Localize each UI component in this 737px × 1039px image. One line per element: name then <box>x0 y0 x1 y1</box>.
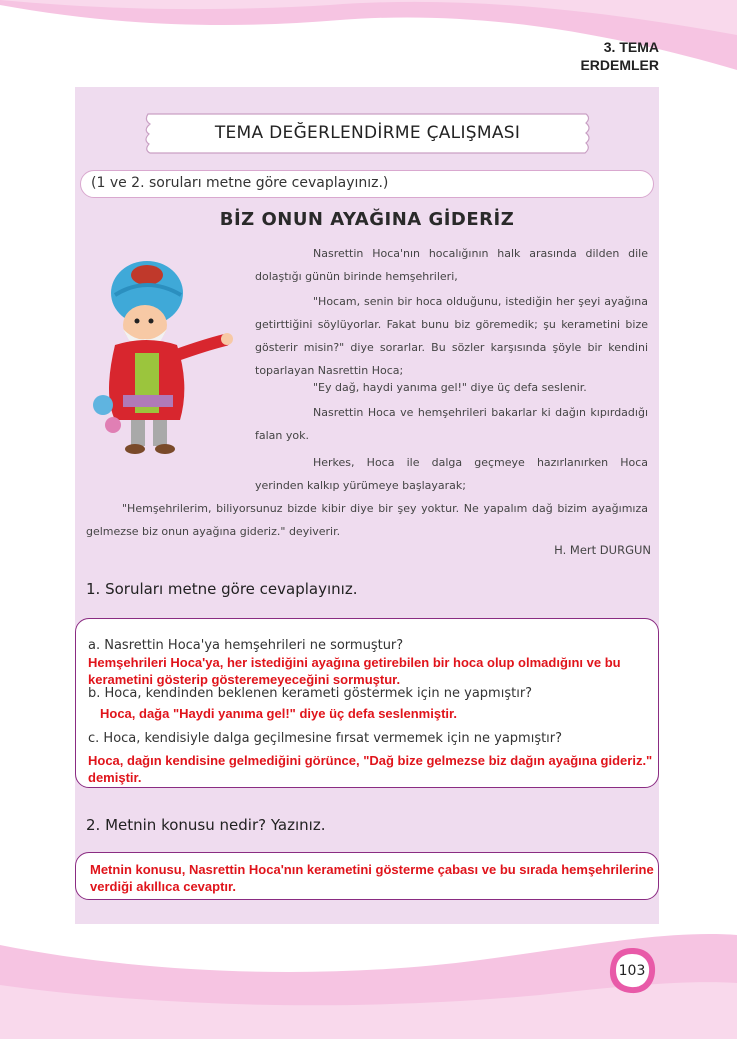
banner-title: TEMA DEĞERLENDİRME ÇALIŞMASI <box>214 123 521 143</box>
answer-1b[interactable]: Hoca, dağa "Haydi yanıma gel!" diye üç defa seslenmiştir. <box>100 706 457 721</box>
answer-2[interactable]: Metnin konusu, Nasrettin Hoca'nın kerametini gösterme çabası ve bu sırada hemşehrilerine verdiği akıllıca cevaptır. <box>90 862 654 894</box>
story-paragraph-3: "Ey dağ, haydi yanıma gel!" diye üç defa seslenir. <box>313 381 587 394</box>
story-paragraph-5: Herkes, Hoca ile dalga geçmeye hazırlanırken Hoca yerinden kalkıp yürümeye başlayarak; <box>255 456 648 492</box>
story-paragraph-6: "Hemşehrilerim, biliyorsunuz bizde kibir diye bir şey yoktur. Ne yapalım dağ bizim ayağımıza gelmezse biz onun ayağına gideriz." deyiverir. <box>86 502 648 538</box>
question-1c: c. Hoca, kendisiyle dalga geçilmesine fırsat vermemek için ne yapmıştır? <box>88 731 563 746</box>
nasreddin-hoca-illustration <box>85 245 245 460</box>
author: H. Mert DURGUN <box>554 543 651 557</box>
story-paragraph-1: Nasrettin Hoca'nın hocalığının halk arasında dilden dile dolaştığı günün birinde hemşehrileri, <box>255 247 648 283</box>
answer-1a[interactable]: Hemşehrileri Hoca'ya, her istediğini ayağına getirebilen bir hoca olup olmadığını ve bu kerametini gösterip gösteremeyeceğini sormuştur. <box>88 655 621 687</box>
question-1b: b. Hoca, kendinden beklenen kerameti göstermek için ne yapmıştır? <box>88 686 533 701</box>
question1-heading: 1. Soruları metne göre cevaplayınız. <box>86 580 358 598</box>
page-number: 103 <box>618 963 646 979</box>
answer-1c[interactable]: Hoca, dağın kendisine gelmediğini görünce, "Dağ bize gelmezse biz dağın ayağına gideriz." demiştir. <box>88 753 653 785</box>
story-paragraph-2: "Hocam, senin bir hoca olduğunu, istediğin her şeyi ayağına getirttiğini söylüyorlar. Fakat bunu biz göremedik; şu kerametini bize gösterir misin?" diye sorarlar. Bu sözler karşısında şöyle bir kendini toparlayan Nasrettin Hoca; <box>255 295 648 377</box>
theme-name: ERDEMLER <box>580 57 659 73</box>
theme-number: 3. TEMA <box>603 39 659 55</box>
story-title: BİZ ONUN AYAĞINA GİDERİZ <box>219 209 515 230</box>
theme-label <box>580 38 659 74</box>
story-paragraph-4: Nasrettin Hoca ve hemşehrileri bakarlar ki dağın kıpırdadığı falan yok. <box>255 406 648 442</box>
question-1a: a. Nasrettin Hoca'ya hemşehrileri ne sormuştur? <box>88 638 404 653</box>
instruction: (1 ve 2. soruları metne göre cevaplayınız.) <box>80 170 654 198</box>
question2-heading: 2. Metnin konusu nedir? Yazınız. <box>86 816 326 834</box>
